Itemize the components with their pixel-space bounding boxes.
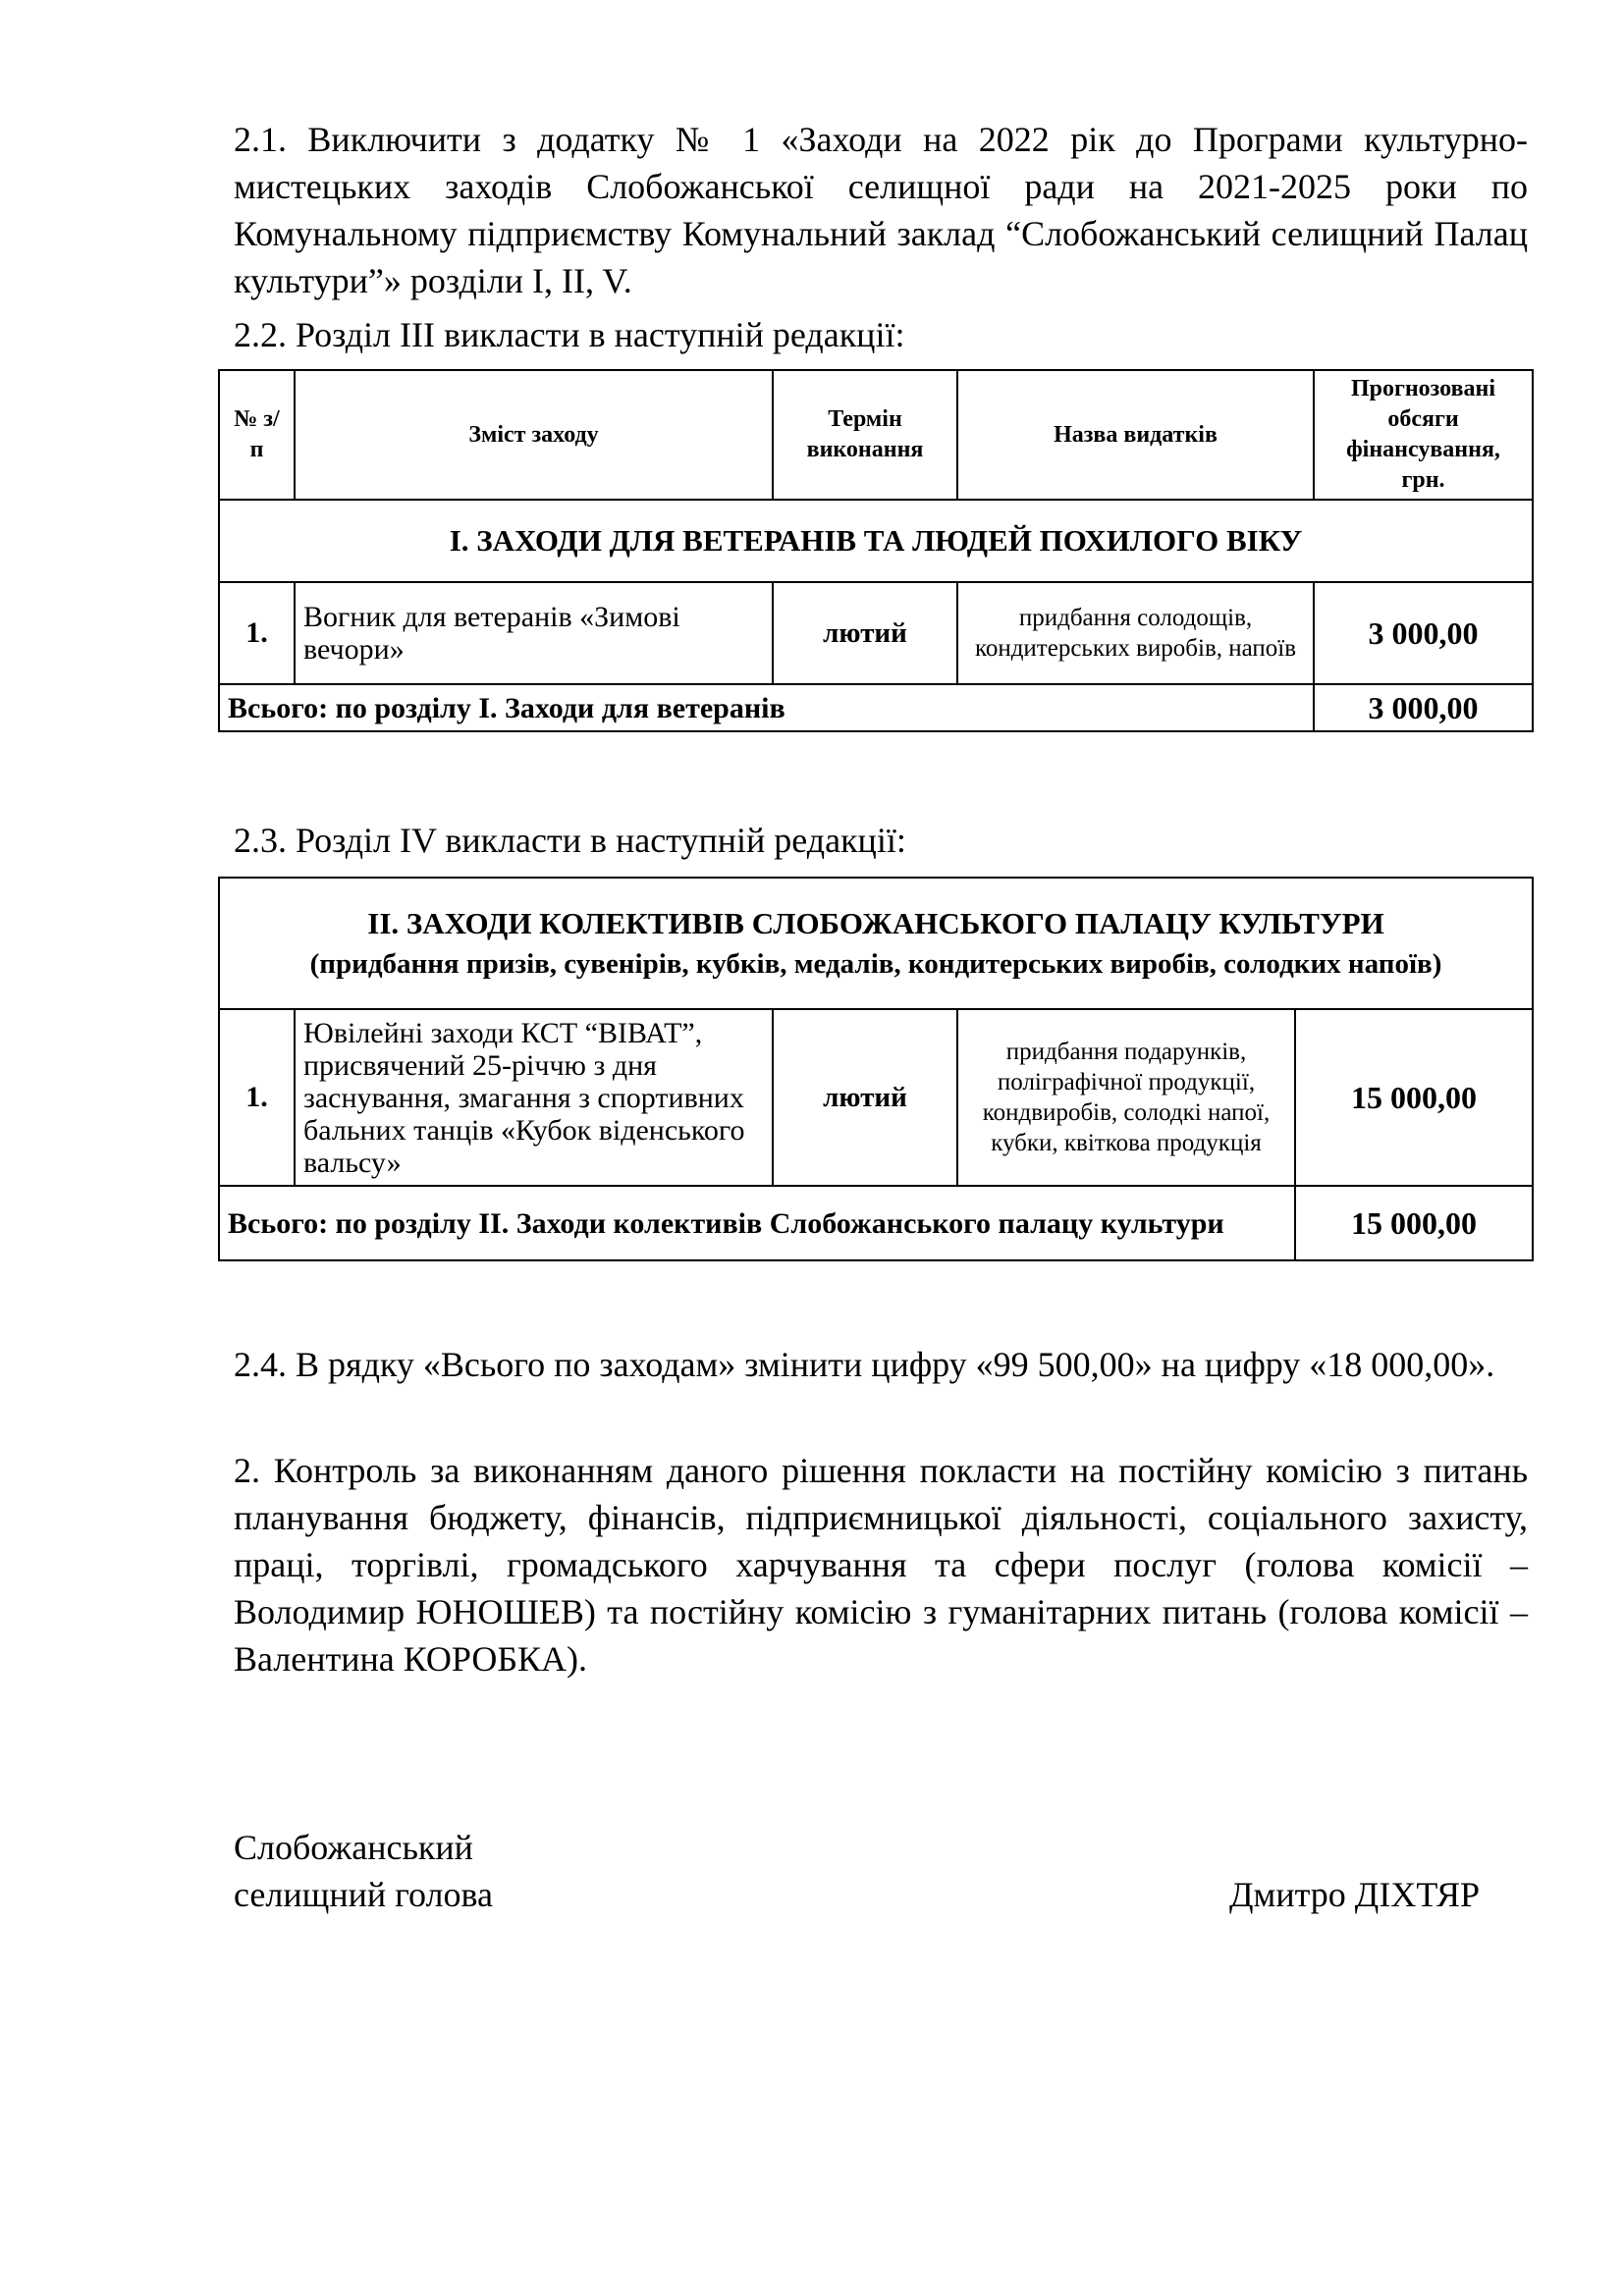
total-label: Всього: по розділу ІІ. Заходи колективів Слобожанського палацу культури — [219, 1186, 1295, 1260]
signature-name: Дмитро ДІХТЯР — [1229, 1875, 1480, 1914]
header-amount: Прогнозовані обсяги фінансування, грн. — [1314, 370, 1533, 500]
signature-title-line-1: Слобожанський — [234, 1828, 473, 1867]
section-subtitle: (придбання призів, сувенірів, кубків, медалів, кондитерських виробів, солодких напоїв) — [309, 948, 1442, 980]
table-row — [219, 582, 1533, 684]
row-amount: 3 000,00 — [1314, 582, 1533, 684]
row-name: Вогник для ветеранів «Зимові вечори» — [295, 582, 773, 684]
row-expense: придбання солодощів, кондитерських виробів, напоїв — [957, 582, 1314, 684]
signature-title-line-2: селищний голова — [234, 1875, 494, 1914]
table-row — [219, 1009, 1533, 1186]
header-term: Термін виконання — [773, 370, 957, 500]
table-header-row — [219, 370, 1533, 500]
header-content: Зміст заходу — [295, 370, 773, 500]
total-amount: 15 000,00 — [1295, 1186, 1533, 1260]
row-amount: 15 000,00 — [1295, 1009, 1533, 1186]
signature-title — [234, 1824, 493, 1918]
total-row — [219, 1186, 1533, 1260]
paragraph-2-2: 2.2. Розділ III викласти в наступній редакції: — [234, 315, 905, 354]
total-row — [219, 684, 1533, 731]
paragraph-2: 2. Контроль за виконанням даного рішення покласти на постійну комісію з питань планування бюджету, фінансів, підприємницької діяльності, соціального захисту, праці, торгівлі, громадського харчування та сфери послуг (голова комісії – Володимир ЮНОШЕВ) та постійну комісію з гуманітарних питань (голова комісії – Валентина КОРОБКА). — [234, 1451, 1528, 1679]
paragraph-2-1: 2.1. Виключити з додатку № 1 «Заходи на 2022 рік до Програми культурно-мистецьких заходів Слобожанської селищної ради на 2021-2025 роки по Комунальному підприємству Комунальний заклад “Слобожанський селищний Палац культури”» розділи I, II, V. — [234, 120, 1528, 300]
paragraph-2-4: 2.4. В рядку «Всього по заходам» змінити цифру «99 500,00» на цифру «18 000,00». — [234, 1345, 1495, 1384]
header-expense: Назва видатків — [957, 370, 1314, 500]
table-section-3 — [218, 369, 1534, 732]
header-num: № з/п — [219, 370, 295, 500]
row-name: Ювілейні заходи КСТ “ВІВАТ”, присвячений 25-річчю з дня заснування, змагання з спортивних бальних танців «Кубок віденського вальсу» — [295, 1009, 773, 1186]
total-amount: 3 000,00 — [1314, 684, 1533, 731]
row-num: 1. — [219, 582, 295, 684]
row-term: лютий — [773, 582, 957, 684]
row-term: лютий — [773, 1009, 957, 1186]
section-header — [219, 878, 1533, 1009]
row-num: 1. — [219, 1009, 295, 1186]
row-expense: придбання подарунків, поліграфічної продукції, кондвиробів, солодкі напої, кубки, квіткова продукція — [957, 1009, 1295, 1186]
table-section-4 — [218, 877, 1534, 1261]
section-title: ІІ. ЗАХОДИ КОЛЕКТИВІВ СЛОБОЖАНСЬКОГО ПАЛАЦУ КУЛЬТУРИ — [367, 906, 1384, 940]
section-row — [219, 500, 1533, 582]
section-title: І. ЗАХОДИ ДЛЯ ВЕТЕРАНІВ ТА ЛЮДЕЙ ПОХИЛОГО ВІКУ — [219, 500, 1533, 582]
section-row — [219, 878, 1533, 1009]
total-label: Всього: по розділу І. Заходи для ветеранів — [219, 684, 1314, 731]
paragraph-2-3: 2.3. Розділ IV викласти в наступній редакції: — [234, 821, 906, 860]
